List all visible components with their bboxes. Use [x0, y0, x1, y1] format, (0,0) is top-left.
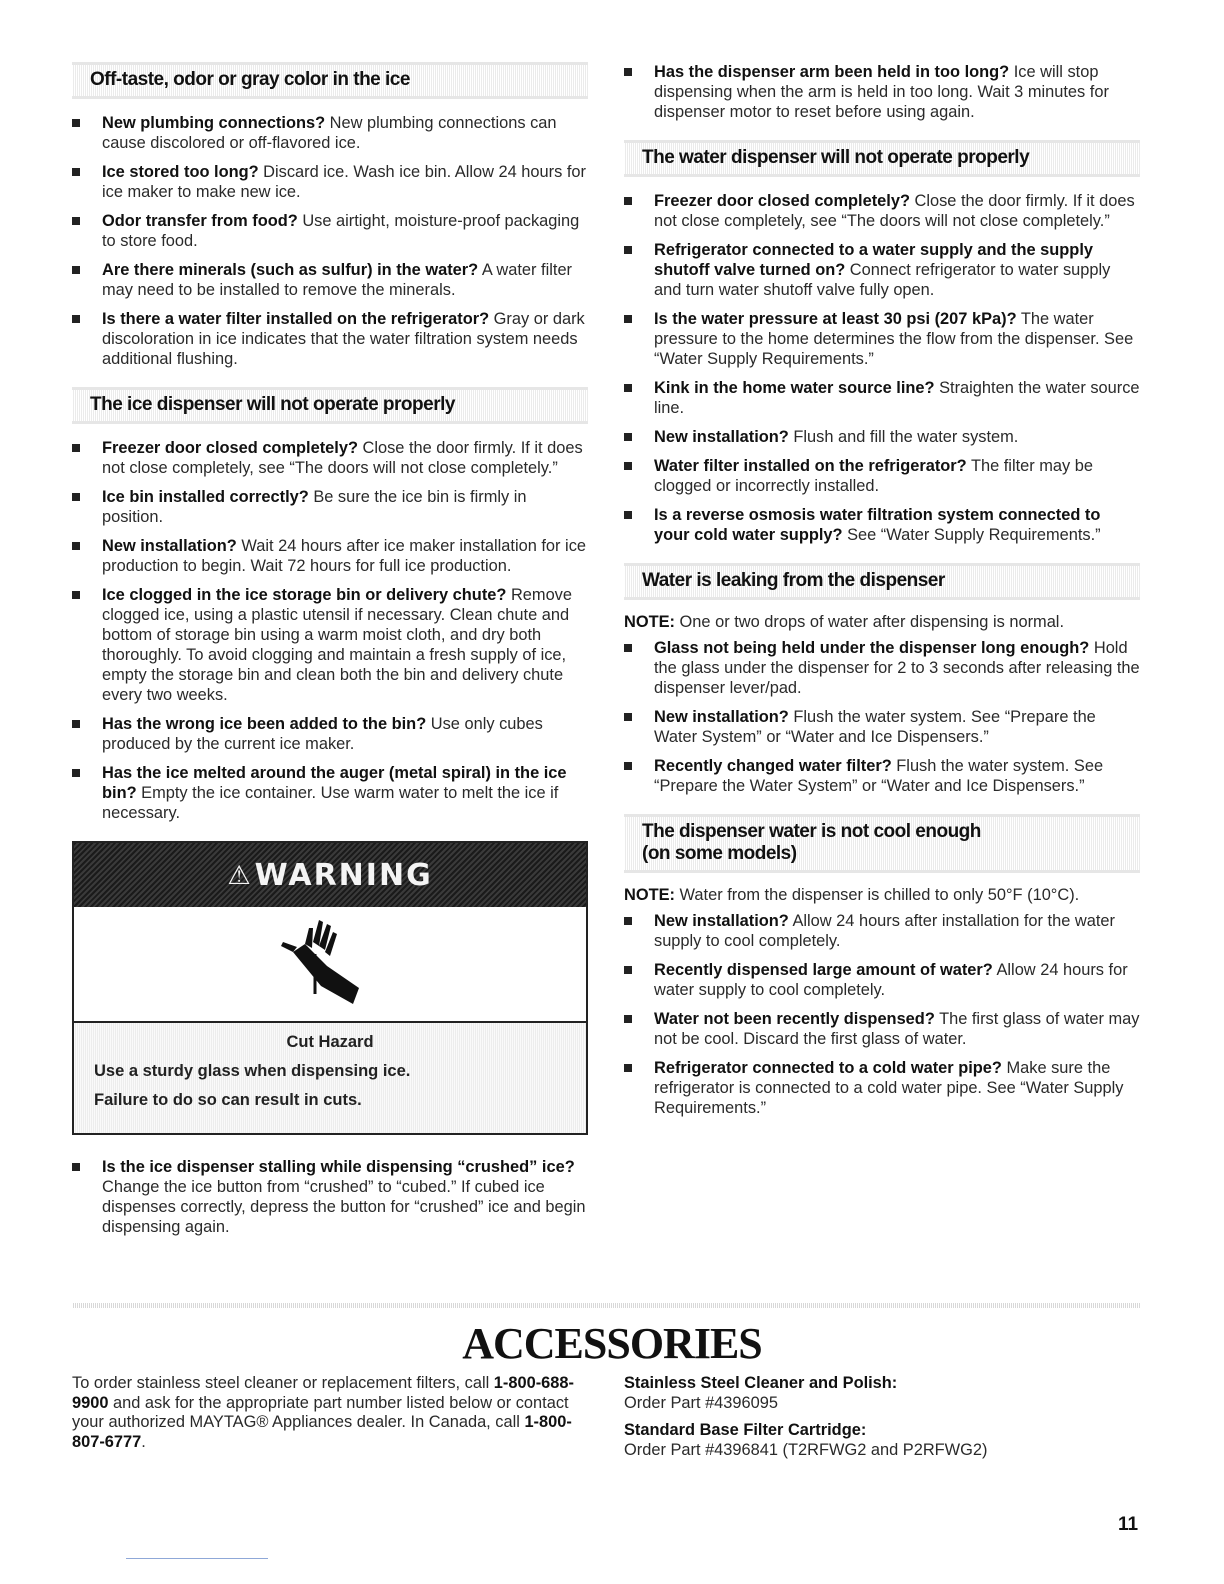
item-answer: Empty the ice container. Use warm water to melt the ice if necessary.: [102, 784, 559, 822]
list-item: [72, 585, 588, 705]
list-item: [624, 456, 1140, 496]
item-answer: Be sure the ice bin is firmly in position.: [102, 488, 527, 526]
warning-line-1: Use a sturdy glass when dispensing ice.: [94, 1062, 411, 1080]
bullet-icon: [72, 119, 80, 127]
note-text: One or two drops of water after dispensing is normal.: [675, 613, 1065, 631]
section-heading-line: The ice dispenser will not operate properly: [90, 394, 455, 415]
bullet-icon: [624, 762, 632, 770]
item-answer: Allow 24 hours after installation for the water supply to cool completely.: [654, 912, 1115, 950]
item-answer: Remove clogged ice, using a plastic utensil if necessary. Clean chute and bottom of storage bin using a warm moist cloth, and dry both thoroughly. To avoid clogging and maintain a fresh supply of ice, empty the storage bin and clean both the bin and delivery chute every two weeks.: [102, 586, 572, 704]
bullet-icon: [72, 266, 80, 274]
section-heading-line: The dispenser water is not cool enough: [642, 821, 981, 842]
item-question: Odor transfer from food?: [102, 212, 298, 230]
bullet-icon: [72, 315, 80, 323]
bullet-icon: [624, 462, 632, 470]
item-answer: Make sure the refrigerator is connected to a cold water pipe. See “Water Supply Requirements.”: [654, 1059, 1124, 1117]
item-question: Recently changed water filter?: [654, 757, 892, 775]
bullet-icon: [72, 1163, 80, 1171]
list-item: [72, 714, 588, 754]
item-question: Water filter installed on the refrigerator?: [654, 457, 967, 475]
item-answer: Use airtight, moisture-proof packaging to store food.: [102, 212, 580, 250]
item-question: Is a reverse osmosis water filtration system connected to your cold water supply?: [654, 506, 1101, 544]
list-item: [624, 309, 1140, 369]
bullet-icon: [624, 1064, 632, 1072]
list-item: [72, 763, 588, 823]
bullet-icon: [624, 433, 632, 441]
bullet-icon: [624, 644, 632, 652]
page-number: 11: [1118, 1514, 1139, 1535]
warning-box: [72, 841, 588, 1135]
bullet-icon: [624, 197, 632, 205]
section-heading-line: Off-taste, odor or gray color in the ice: [90, 69, 410, 90]
item-question: New plumbing connections?: [102, 114, 326, 132]
part-2-number: Order Part #4396841 (T2RFWG2 and P2RFWG2): [624, 1440, 988, 1459]
section-heading: [72, 62, 588, 99]
warning-banner: [74, 843, 586, 907]
note-text: Water from the dispenser is chilled to only 50°F (10°C).: [675, 886, 1080, 904]
bullet-icon: [72, 168, 80, 176]
list-item: [72, 260, 588, 300]
part-2-name: Standard Base Filter Cartridge:: [624, 1421, 867, 1439]
section-heading: [624, 563, 1140, 600]
list-item: [72, 536, 588, 576]
item-answer: Close the door firmly. If it does not close completely, see “The doors will not close completely.”: [102, 439, 583, 477]
right-column: [624, 62, 1140, 1136]
bullet-icon: [624, 1015, 632, 1023]
list-item: [624, 638, 1140, 698]
item-question: Refrigerator connected to a cold water pipe?: [654, 1059, 1002, 1077]
item-answer: The first glass of water may not be cool. Discard the first glass of water.: [654, 1010, 1140, 1048]
item-question: Ice stored too long?: [102, 163, 259, 181]
left-column: [72, 62, 588, 1255]
list-item: [72, 309, 588, 369]
list-item: [624, 378, 1140, 418]
item-question: Has the ice melted around the auger (metal spiral) in the ice bin?: [102, 764, 567, 802]
warning-hazard-label: Cut Hazard: [286, 1033, 374, 1051]
right-sections: [624, 140, 1140, 1118]
list-item: [624, 1009, 1140, 1049]
section-note: [624, 885, 1140, 905]
item-question: Glass not being held under the dispenser long enough?: [654, 639, 1090, 657]
item-question: Is the ice dispenser stalling while dispensing “crushed” ice?: [102, 1158, 575, 1176]
item-answer: Allow 24 hours for water supply to cool completely.: [654, 961, 1128, 999]
accessories-parts: [624, 1374, 1140, 1460]
warning-title: WARNING: [254, 857, 433, 893]
phone-us: 1-800-688-9900: [72, 1374, 574, 1412]
item-answer: See “Water Supply Requirements.”: [842, 526, 1101, 544]
bullet-icon: [624, 68, 632, 76]
left-sections: [72, 62, 588, 823]
item-question: Ice clogged in the ice storage bin or delivery chute?: [102, 586, 507, 604]
part-1-name: Stainless Steel Cleaner and Polish:: [624, 1374, 898, 1392]
bullet-icon: [624, 511, 632, 519]
accessories-divider: [72, 1303, 1140, 1308]
footer-rule: [126, 1558, 268, 1559]
section-list: [72, 438, 588, 823]
item-answer: Flush and fill the water system.: [788, 428, 1019, 446]
section-heading-line: Water is leaking from the dispenser: [642, 570, 945, 591]
item-answer: Connect refrigerator to water supply and turn water shutoff valve fully open.: [654, 261, 1111, 299]
item-question: Has the wrong ice been added to the bin?: [102, 715, 427, 733]
item-answer: Ice will stop dispensing when the arm is held in too long. Wait 3 minutes for dispenser motor to reset before using again.: [654, 63, 1109, 121]
accessories-title: ACCESSORIES: [462, 1319, 762, 1368]
bullet-icon: [72, 217, 80, 225]
bullet-icon: [624, 917, 632, 925]
list-item: [72, 1157, 588, 1237]
section-heading-line: (on some models): [642, 843, 797, 864]
item-question: Refrigerator connected to a water supply and the supply shutoff valve turned on?: [654, 241, 1093, 279]
item-question: Is the water pressure at least 30 psi (207 kPa)?: [654, 310, 1017, 328]
item-answer: Hold the glass under the dispenser for 2 to 3 seconds after releasing the dispenser lever/pad.: [654, 639, 1140, 697]
item-answer: Straighten the water source line.: [654, 379, 1140, 417]
item-question: Is there a water filter installed on the refrigerator?: [102, 310, 490, 328]
section-heading: [624, 140, 1140, 177]
bullet-icon: [72, 542, 80, 550]
item-question: Kink in the home water source line?: [654, 379, 935, 397]
item-question: Freezer door closed completely?: [102, 439, 358, 457]
section-list: [624, 638, 1140, 796]
list-item: [624, 756, 1140, 796]
section-note: [624, 612, 1140, 632]
bullet-icon: [624, 315, 632, 323]
item-question: Freezer door closed completely?: [654, 192, 910, 210]
bullet-icon: [624, 384, 632, 392]
accessories-intro-2: and ask for the appropriate part number listed below or contact your authorized MAYTAG® Appliances dealer. In Canada, call: [72, 1393, 569, 1431]
bullet-icon: [624, 713, 632, 721]
bullet-icon: [624, 246, 632, 254]
warning-line-2: Failure to do so can result in cuts.: [94, 1091, 362, 1109]
list-item: [624, 707, 1140, 747]
item-answer: Wait 24 hours after ice maker installation for ice production to begin. Wait 72 hours for full ice production.: [102, 537, 587, 575]
section-heading-line: The water dispenser will not operate properly: [642, 147, 1030, 168]
item-question: New installation?: [654, 708, 789, 726]
item-answer: Gray or dark discoloration in ice indicates that the water filtration system needs additional flushing.: [102, 310, 585, 368]
warning-text-panel: [74, 1023, 586, 1133]
list-item: [72, 113, 588, 153]
item-answer: Flush the water system. See “Prepare the Water System” or “Water and Ice Dispensers.”: [654, 708, 1096, 746]
list-item: [624, 191, 1140, 231]
section-list: [624, 911, 1140, 1118]
list-item: [72, 162, 588, 202]
item-answer: Close the door firmly. If it does not close completely, see “The doors will not close completely.”: [654, 192, 1135, 230]
bullet-icon: [72, 720, 80, 728]
warning-pictogram: [74, 907, 586, 1023]
item-question: New installation?: [654, 428, 789, 446]
list-item: [72, 487, 588, 527]
item-question: Water not been recently dispensed?: [654, 1010, 935, 1028]
section-heading: [72, 387, 588, 424]
part-1-number: Order Part #4396095: [624, 1393, 778, 1412]
bullet-icon: [72, 591, 80, 599]
bullet-icon: [72, 444, 80, 452]
bullet-icon: [624, 966, 632, 974]
item-answer: Change the ice button from “crushed” to “cubed.” If cubed ice dispenses correctly, depress the button for “crushed” ice and begin dispensing again.: [102, 1178, 586, 1236]
note-label: NOTE:: [624, 886, 675, 904]
item-answer: New plumbing connections can cause discolored or off-flavored ice.: [102, 114, 557, 152]
right-top-list: [624, 62, 1140, 122]
list-item: [624, 505, 1140, 545]
note-label: NOTE:: [624, 613, 675, 631]
item-question: Ice bin installed correctly?: [102, 488, 309, 506]
warning-triangle-icon: ⚠: [227, 859, 251, 890]
item-answer: A water filter may need to be installed to remove the minerals.: [102, 261, 573, 299]
item-answer: Use only cubes produced by the current ice maker.: [102, 715, 543, 753]
phone-canada: 1-800-807-6777: [72, 1413, 572, 1451]
item-answer: Flush the water system. See “Prepare the Water System” or “Water and Ice Dispensers.”: [654, 757, 1104, 795]
bullet-icon: [72, 493, 80, 501]
accessories-intro: [72, 1374, 592, 1452]
bullet-icon: [72, 769, 80, 777]
item-answer: The water pressure to the home determines the flow from the dispenser. See “Water Supply Requirements.”: [654, 310, 1134, 368]
accessories-intro-3: .: [141, 1432, 146, 1451]
after-warning-list: [72, 1157, 588, 1237]
section-list: [72, 113, 588, 369]
list-item: [72, 211, 588, 251]
accessories-intro-1: To order stainless steel cleaner or replacement filters, call: [72, 1374, 494, 1392]
section-heading: [624, 814, 1140, 873]
section-list: [624, 191, 1140, 545]
item-question: Are there minerals (such as sulfur) in the water?: [102, 261, 479, 279]
item-question: Recently dispensed large amount of water?: [654, 961, 993, 979]
list-item: [72, 438, 588, 478]
list-item: [624, 240, 1140, 300]
item-question: New installation?: [102, 537, 237, 555]
item-answer: The filter may be clogged or incorrectly installed.: [654, 457, 1094, 495]
item-question: New installation?: [654, 912, 789, 930]
cut-hand-icon: [275, 914, 385, 1014]
list-item: [624, 911, 1140, 951]
list-item: [624, 960, 1140, 1000]
list-item: [624, 62, 1140, 122]
list-item: [624, 1058, 1140, 1118]
item-question: Has the dispenser arm been held in too long?: [654, 63, 1010, 81]
list-item: [624, 427, 1140, 447]
item-answer: Discard ice. Wash ice bin. Allow 24 hours for ice maker to make new ice.: [102, 163, 586, 201]
